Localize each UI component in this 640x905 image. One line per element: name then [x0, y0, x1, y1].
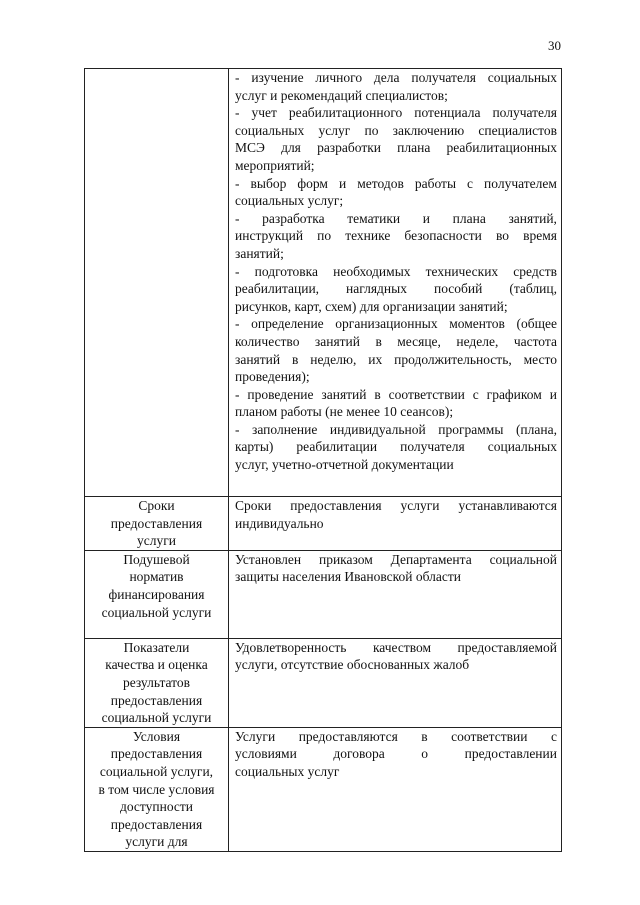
activity-item: [235, 175, 557, 210]
label-line: Условия: [132, 728, 181, 744]
label-line: услуги: [137, 533, 176, 549]
table-row-conditions: [85, 727, 562, 851]
text-line: Удовлетворенность качеством предоставляемой: [235, 639, 557, 655]
label-line: Подушевой: [123, 551, 190, 567]
text-line: количество занятий в месяце, неделе, частота: [235, 333, 557, 349]
text-line: инструкций по технике безопасности во время: [235, 228, 557, 244]
text-line: - учет реабилитационного потенциала получателя: [235, 105, 557, 121]
text-line: планом работы (не менее 10 сеансов);: [235, 404, 454, 420]
text-line: социальных услуг;: [235, 193, 344, 209]
label-line: предоставления: [110, 746, 203, 762]
text-line: Установлен приказом Департамента социальной: [235, 551, 557, 567]
text-line: услуг, учетно-отчетной документации: [235, 457, 454, 473]
text-line: занятий;: [235, 245, 284, 261]
text-line: социальных услуг по заключению специалистов: [235, 122, 557, 138]
label-line: норматив: [129, 569, 184, 585]
label-line: результатов: [122, 674, 191, 690]
text-line: - заполнение индивидуальной программы (плана,: [235, 421, 557, 437]
text-line: МСЭ для разработки плана реабилитационных: [235, 140, 557, 156]
text-line: занятий в неделю, их продолжительность, место: [235, 351, 557, 367]
table-row-activities: [85, 69, 562, 497]
table-row-quality: [85, 638, 562, 727]
text-line: Услуги предоставляются в соответствии с: [235, 728, 557, 744]
text-line: услуг и рекомендаций специалистов;: [235, 87, 448, 103]
label-line: социальной услуги,: [99, 763, 214, 779]
conditions-label-cell: [85, 727, 229, 851]
label-line: доступности: [119, 799, 194, 815]
table-row-term: [85, 497, 562, 551]
term-value-cell: [229, 497, 562, 551]
text-line: - изучение личного дела получателя социальных: [235, 70, 557, 85]
text-line: условиями договора о предоставлении: [235, 746, 557, 762]
activity-item: [235, 210, 557, 263]
service-standard-table: [84, 68, 562, 852]
quality-value-cell: [229, 638, 562, 727]
activities-cell: [229, 69, 562, 497]
label-line: финансирования: [108, 586, 205, 602]
text-line: - выбор форм и методов работы с получателем: [235, 175, 557, 191]
text-line: карты) реабилитации получателя социальных: [235, 439, 557, 455]
label-line: в том числе условия: [98, 781, 215, 797]
text-line: услуги, отсутствие обоснованных жалоб: [235, 657, 470, 673]
activity-item: [235, 69, 557, 104]
text-line: - подготовка необходимых технических средств: [235, 263, 557, 279]
label-line: Показатели: [123, 639, 190, 655]
text-line: - разработка тематики и плана занятий,: [235, 210, 557, 226]
text-line: рисунков, карт, схем) для организации занятий;: [235, 298, 508, 314]
activity-item: [235, 386, 557, 421]
label-line: услуги для: [125, 834, 188, 850]
activity-item: [235, 421, 557, 474]
label-line: социальной услуги: [101, 604, 212, 620]
text-line: - проведение занятий в соответствии с графиком и: [235, 386, 557, 402]
text-line: индивидуально: [235, 515, 324, 531]
text-line: проведения);: [235, 369, 310, 385]
activity-item: [235, 263, 557, 316]
text-line: - определение организационных моментов (общее: [235, 316, 557, 332]
label-line: Сроки: [138, 498, 175, 513]
label-line: социальной услуги: [101, 710, 212, 726]
activities-label-cell: [85, 69, 229, 497]
label-line: предоставления: [110, 816, 203, 832]
text-line: защиты населения Ивановской области: [235, 569, 461, 585]
term-label-cell: [85, 497, 229, 551]
label-line: качества и оценка: [105, 657, 208, 673]
quality-label-cell: [85, 638, 229, 727]
conditions-value-cell: [229, 727, 562, 851]
page-number: 30: [548, 38, 561, 53]
text-line: социальных услуг: [235, 763, 340, 779]
norm-value-cell: [229, 550, 562, 638]
text-line: мероприятий;: [235, 157, 315, 173]
activity-item: [235, 104, 557, 174]
label-line: предоставления: [110, 692, 203, 708]
text-line: реабилитации, наглядных пособий (таблиц,: [235, 281, 557, 297]
norm-label-cell: [85, 550, 229, 638]
text-line: Сроки предоставления услуги устанавливаются: [235, 498, 557, 513]
activity-item: [235, 315, 557, 385]
table-row-norm: [85, 550, 562, 638]
label-line: предоставления: [110, 515, 203, 531]
